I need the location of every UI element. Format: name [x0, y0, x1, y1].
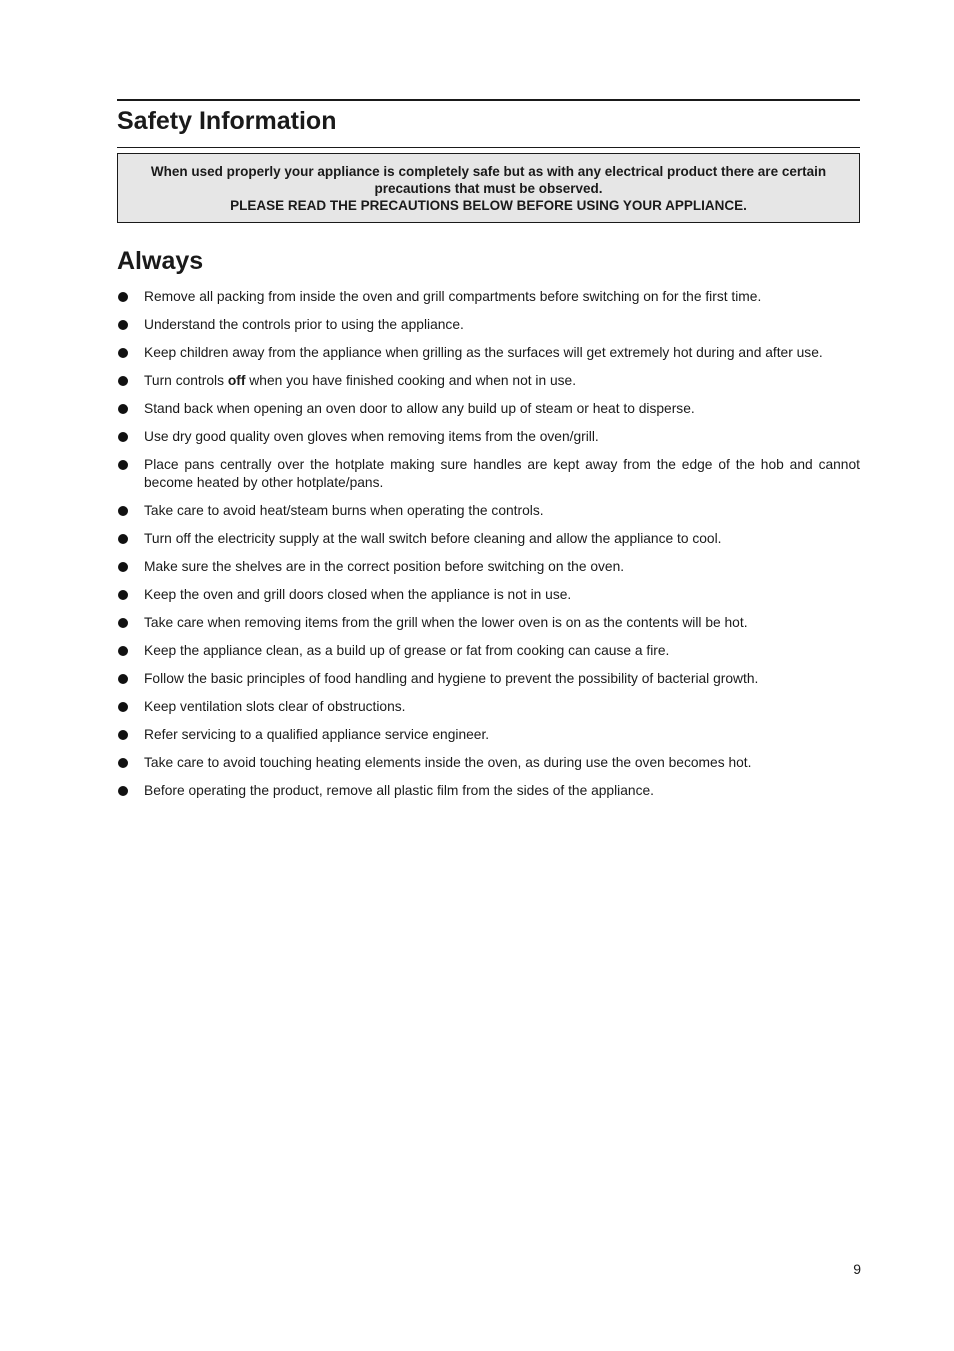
list-item-text: Use dry good quality oven gloves when removing items from the oven/grill.	[144, 429, 599, 444]
bullet-icon	[118, 562, 128, 572]
notice-line-1: When used properly your appliance is completely safe but as with any electrical product there are certain precautions that must be observed.	[150, 164, 827, 196]
list-item	[117, 754, 860, 772]
bullet-icon	[118, 506, 128, 516]
list-item-text: Keep ventilation slots clear of obstructions.	[144, 699, 406, 714]
list-item-text: Turn off the electricity supply at the wall switch before cleaning and allow the appliance to cool.	[144, 531, 722, 546]
list-item-text-after: when you have finished cooking and when not in use.	[245, 373, 577, 388]
title-rule-bottom	[117, 147, 860, 148]
bullet-icon	[118, 674, 128, 684]
list-item-text: Take care when removing items from the grill when the lower oven is on as the contents will be hot.	[144, 615, 748, 630]
list-item	[117, 586, 860, 604]
page-content	[117, 99, 860, 810]
list-item	[117, 530, 860, 548]
list-item-text: Before operating the product, remove all plastic film from the sides of the appliance.	[144, 783, 654, 798]
list-item	[117, 400, 860, 418]
list-item	[117, 782, 860, 800]
list-item	[117, 726, 860, 744]
bullet-icon	[118, 730, 128, 740]
list-item-text: Keep children away from the appliance when grilling as the surfaces will get extremely hot during and after use.	[144, 345, 823, 360]
bullet-icon	[118, 646, 128, 656]
bullet-icon	[118, 404, 128, 414]
list-item-text: Take care to avoid touching heating elements inside the oven, as during use the oven becomes hot.	[144, 755, 752, 770]
bullet-icon	[118, 348, 128, 358]
bullet-icon	[118, 590, 128, 600]
list-item-text: Stand back when opening an oven door to allow any build up of steam or heat to disperse.	[144, 401, 695, 416]
list-item-text-before: Turn controls	[144, 373, 228, 388]
bullet-icon	[118, 432, 128, 442]
bullet-icon	[118, 758, 128, 768]
always-list	[117, 288, 860, 800]
list-item-text: Take care to avoid heat/steam burns when operating the controls.	[144, 503, 544, 518]
list-item	[117, 614, 860, 632]
list-item-text: Keep the oven and grill doors closed when the appliance is not in use.	[144, 587, 572, 602]
list-item-text: Remove all packing from inside the oven and grill compartments before switching on for the first time.	[144, 289, 762, 304]
list-item-text: Refer servicing to a qualified appliance service engineer.	[144, 727, 490, 742]
list-item-text: Place pans centrally over the hotplate making sure handles are kept away from the edge of the hob and cannot become heated by other hotplate/pans.	[144, 457, 860, 490]
list-item-emphasis: off	[227, 373, 246, 388]
always-heading: Always	[117, 247, 204, 275]
safety-notice-box	[117, 153, 860, 223]
list-item-text: Understand the controls prior to using the appliance.	[144, 317, 464, 332]
list-item	[117, 372, 860, 390]
list-item	[117, 502, 860, 520]
notice-line-2: PLEASE READ THE PRECAUTIONS BELOW BEFORE USING YOUR APPLIANCE.	[230, 198, 747, 213]
bullet-icon	[118, 320, 128, 330]
list-item	[117, 344, 860, 362]
list-item-text: Follow the basic principles of food handling and hygiene to prevent the possibility of bacterial growth.	[144, 671, 759, 686]
bullet-icon	[118, 534, 128, 544]
list-item	[117, 670, 860, 688]
bullet-icon	[118, 376, 128, 386]
list-item	[117, 428, 860, 446]
list-item	[117, 456, 860, 492]
bullet-icon	[118, 292, 128, 302]
page-number: 9	[853, 1261, 861, 1277]
list-item	[117, 288, 860, 306]
list-item	[117, 316, 860, 334]
bullet-icon	[118, 786, 128, 796]
bullet-icon	[118, 618, 128, 628]
bullet-icon	[118, 702, 128, 712]
page-title: Safety Information	[117, 107, 337, 135]
bullet-icon	[118, 460, 128, 470]
list-item	[117, 558, 860, 576]
list-item	[117, 642, 860, 660]
list-item	[117, 698, 860, 716]
list-item-text: Keep the appliance clean, as a build up of grease or fat from cooking can cause a fire.	[144, 643, 670, 658]
list-item-text: Make sure the shelves are in the correct position before switching on the oven.	[144, 559, 625, 574]
title-rule-top	[117, 99, 860, 101]
